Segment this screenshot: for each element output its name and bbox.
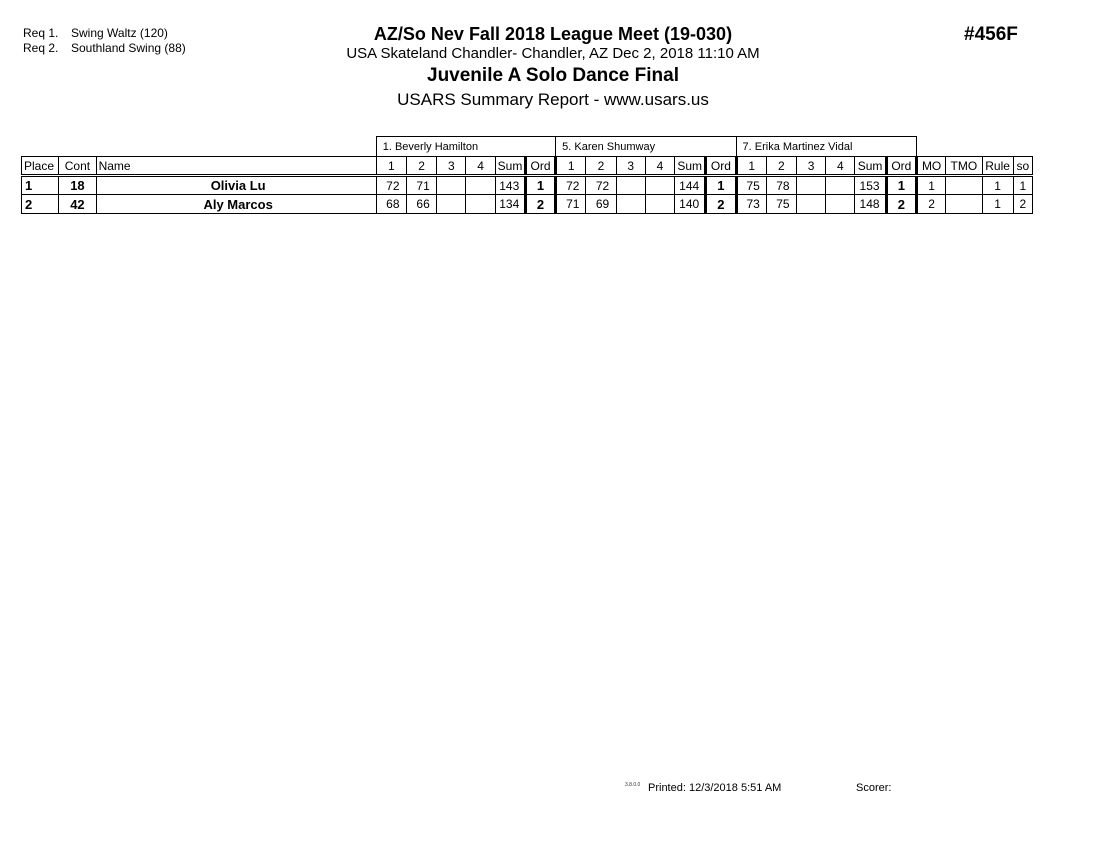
- rule-cell: 1: [982, 195, 1013, 214]
- so-header: so: [1013, 157, 1032, 176]
- so-cell: 1: [1013, 176, 1032, 195]
- score-cell: [826, 195, 855, 214]
- ordinal-cell: 1: [706, 176, 736, 195]
- sum-cell: 143: [495, 176, 525, 195]
- score-cell: 72: [556, 176, 586, 195]
- j3-sum-header: Sum: [855, 157, 886, 176]
- report-title: USARS Summary Report - www.usars.us: [397, 90, 709, 109]
- requirement-number: Req 2.: [23, 41, 59, 55]
- sum-cell: 144: [675, 176, 706, 195]
- ordinal-cell: 2: [525, 195, 555, 214]
- scorer-label: Scorer:: [856, 782, 892, 794]
- score-cell: [645, 176, 674, 195]
- mo-cell: 1: [917, 176, 946, 195]
- ordinal-cell: 1: [886, 176, 916, 195]
- event-title: Juvenile A Solo Dance Final: [427, 65, 679, 86]
- printed-timestamp: Printed: 12/3/2018 5:51 AM: [648, 782, 782, 794]
- sum-cell: 148: [855, 195, 886, 214]
- results-table: [21, 136, 1033, 214]
- ordinal-cell: 1: [525, 176, 555, 195]
- score-cell: 75: [736, 176, 766, 195]
- score-cell: 78: [766, 176, 796, 195]
- requirement-dance: Swing Waltz (120): [71, 26, 168, 40]
- j1-dance1-header: 1: [376, 157, 406, 176]
- j2-ord-header: Ord: [706, 157, 736, 176]
- score-cell: 69: [586, 195, 616, 214]
- score-cell: 72: [586, 176, 616, 195]
- score-cell: 71: [556, 195, 586, 214]
- score-cell: 73: [736, 195, 766, 214]
- column-header-row: [22, 157, 1033, 176]
- j3-dance2-header: 2: [766, 157, 796, 176]
- ordinal-cell: 2: [886, 195, 916, 214]
- j3-ord-header: Ord: [886, 157, 916, 176]
- mo-cell: 2: [917, 195, 946, 214]
- j1-dance3-header: 3: [437, 157, 466, 176]
- requirement-dance: Southland Swing (88): [71, 41, 186, 55]
- meet-title: AZ/So Nev Fall 2018 League Meet (19-030): [373, 24, 733, 44]
- cont-header: Cont: [59, 157, 96, 176]
- score-cell: 72: [376, 176, 406, 195]
- j3-dance1-header: 1: [736, 157, 766, 176]
- j1-dance2-header: 2: [406, 157, 436, 176]
- j2-dance2-header: 2: [586, 157, 616, 176]
- score-cell: [645, 195, 674, 214]
- judge-header-row: [22, 137, 1033, 157]
- score-cell: 71: [406, 176, 436, 195]
- score-cell: 66: [406, 195, 436, 214]
- j2-dance4-header: 4: [645, 157, 674, 176]
- table-row: [22, 195, 1033, 214]
- sum-cell: 134: [495, 195, 525, 214]
- score-cell: [437, 195, 466, 214]
- score-cell: [616, 195, 645, 214]
- tmo-cell: [946, 195, 982, 214]
- place-cell: 1: [22, 176, 59, 195]
- judge-1-name: 1. Beverly Hamilton: [376, 137, 555, 157]
- j2-dance1-header: 1: [556, 157, 586, 176]
- j1-sum-header: Sum: [495, 157, 525, 176]
- sum-cell: 140: [675, 195, 706, 214]
- place-cell: 2: [22, 195, 59, 214]
- skater-name: Aly Marcos: [96, 195, 376, 214]
- score-cell: [616, 176, 645, 195]
- requirement-number: Req 1.: [23, 26, 59, 40]
- score-cell: [437, 176, 466, 195]
- j3-dance3-header: 3: [797, 157, 826, 176]
- j1-dance4-header: 4: [466, 157, 495, 176]
- place-header: Place: [22, 157, 59, 176]
- j2-dance3-header: 3: [616, 157, 645, 176]
- judge-2-name: 5. Karen Shumway: [556, 137, 736, 157]
- table-row: [22, 176, 1033, 195]
- so-cell: 2: [1013, 195, 1032, 214]
- name-header: Name: [96, 157, 376, 176]
- cont-cell: 18: [59, 176, 96, 195]
- score-cell: [797, 176, 826, 195]
- mo-header: MO: [917, 157, 946, 176]
- tmo-header: TMO: [946, 157, 982, 176]
- sum-cell: 153: [855, 176, 886, 195]
- skater-name: Olivia Lu: [96, 176, 376, 195]
- judge-3-name: 7. Erika Martinez Vidal: [736, 137, 916, 157]
- meet-location: USA Skateland Chandler- Chandler, AZ Dec 2, 2018 11:10 AM: [346, 45, 760, 62]
- score-cell: 75: [766, 195, 796, 214]
- score-cell: [797, 195, 826, 214]
- rule-header: Rule: [982, 157, 1013, 176]
- rule-cell: 1: [982, 176, 1013, 195]
- score-cell: 68: [376, 195, 406, 214]
- ordinal-cell: 2: [706, 195, 736, 214]
- score-cell: [826, 176, 855, 195]
- cont-cell: 42: [59, 195, 96, 214]
- tmo-cell: [946, 176, 982, 195]
- software-version: 3.8.0.0: [625, 782, 641, 788]
- event-number: #456F: [964, 24, 1018, 45]
- j2-sum-header: Sum: [675, 157, 706, 176]
- score-cell: [466, 176, 495, 195]
- j3-dance4-header: 4: [826, 157, 855, 176]
- score-cell: [466, 195, 495, 214]
- j1-ord-header: Ord: [525, 157, 555, 176]
